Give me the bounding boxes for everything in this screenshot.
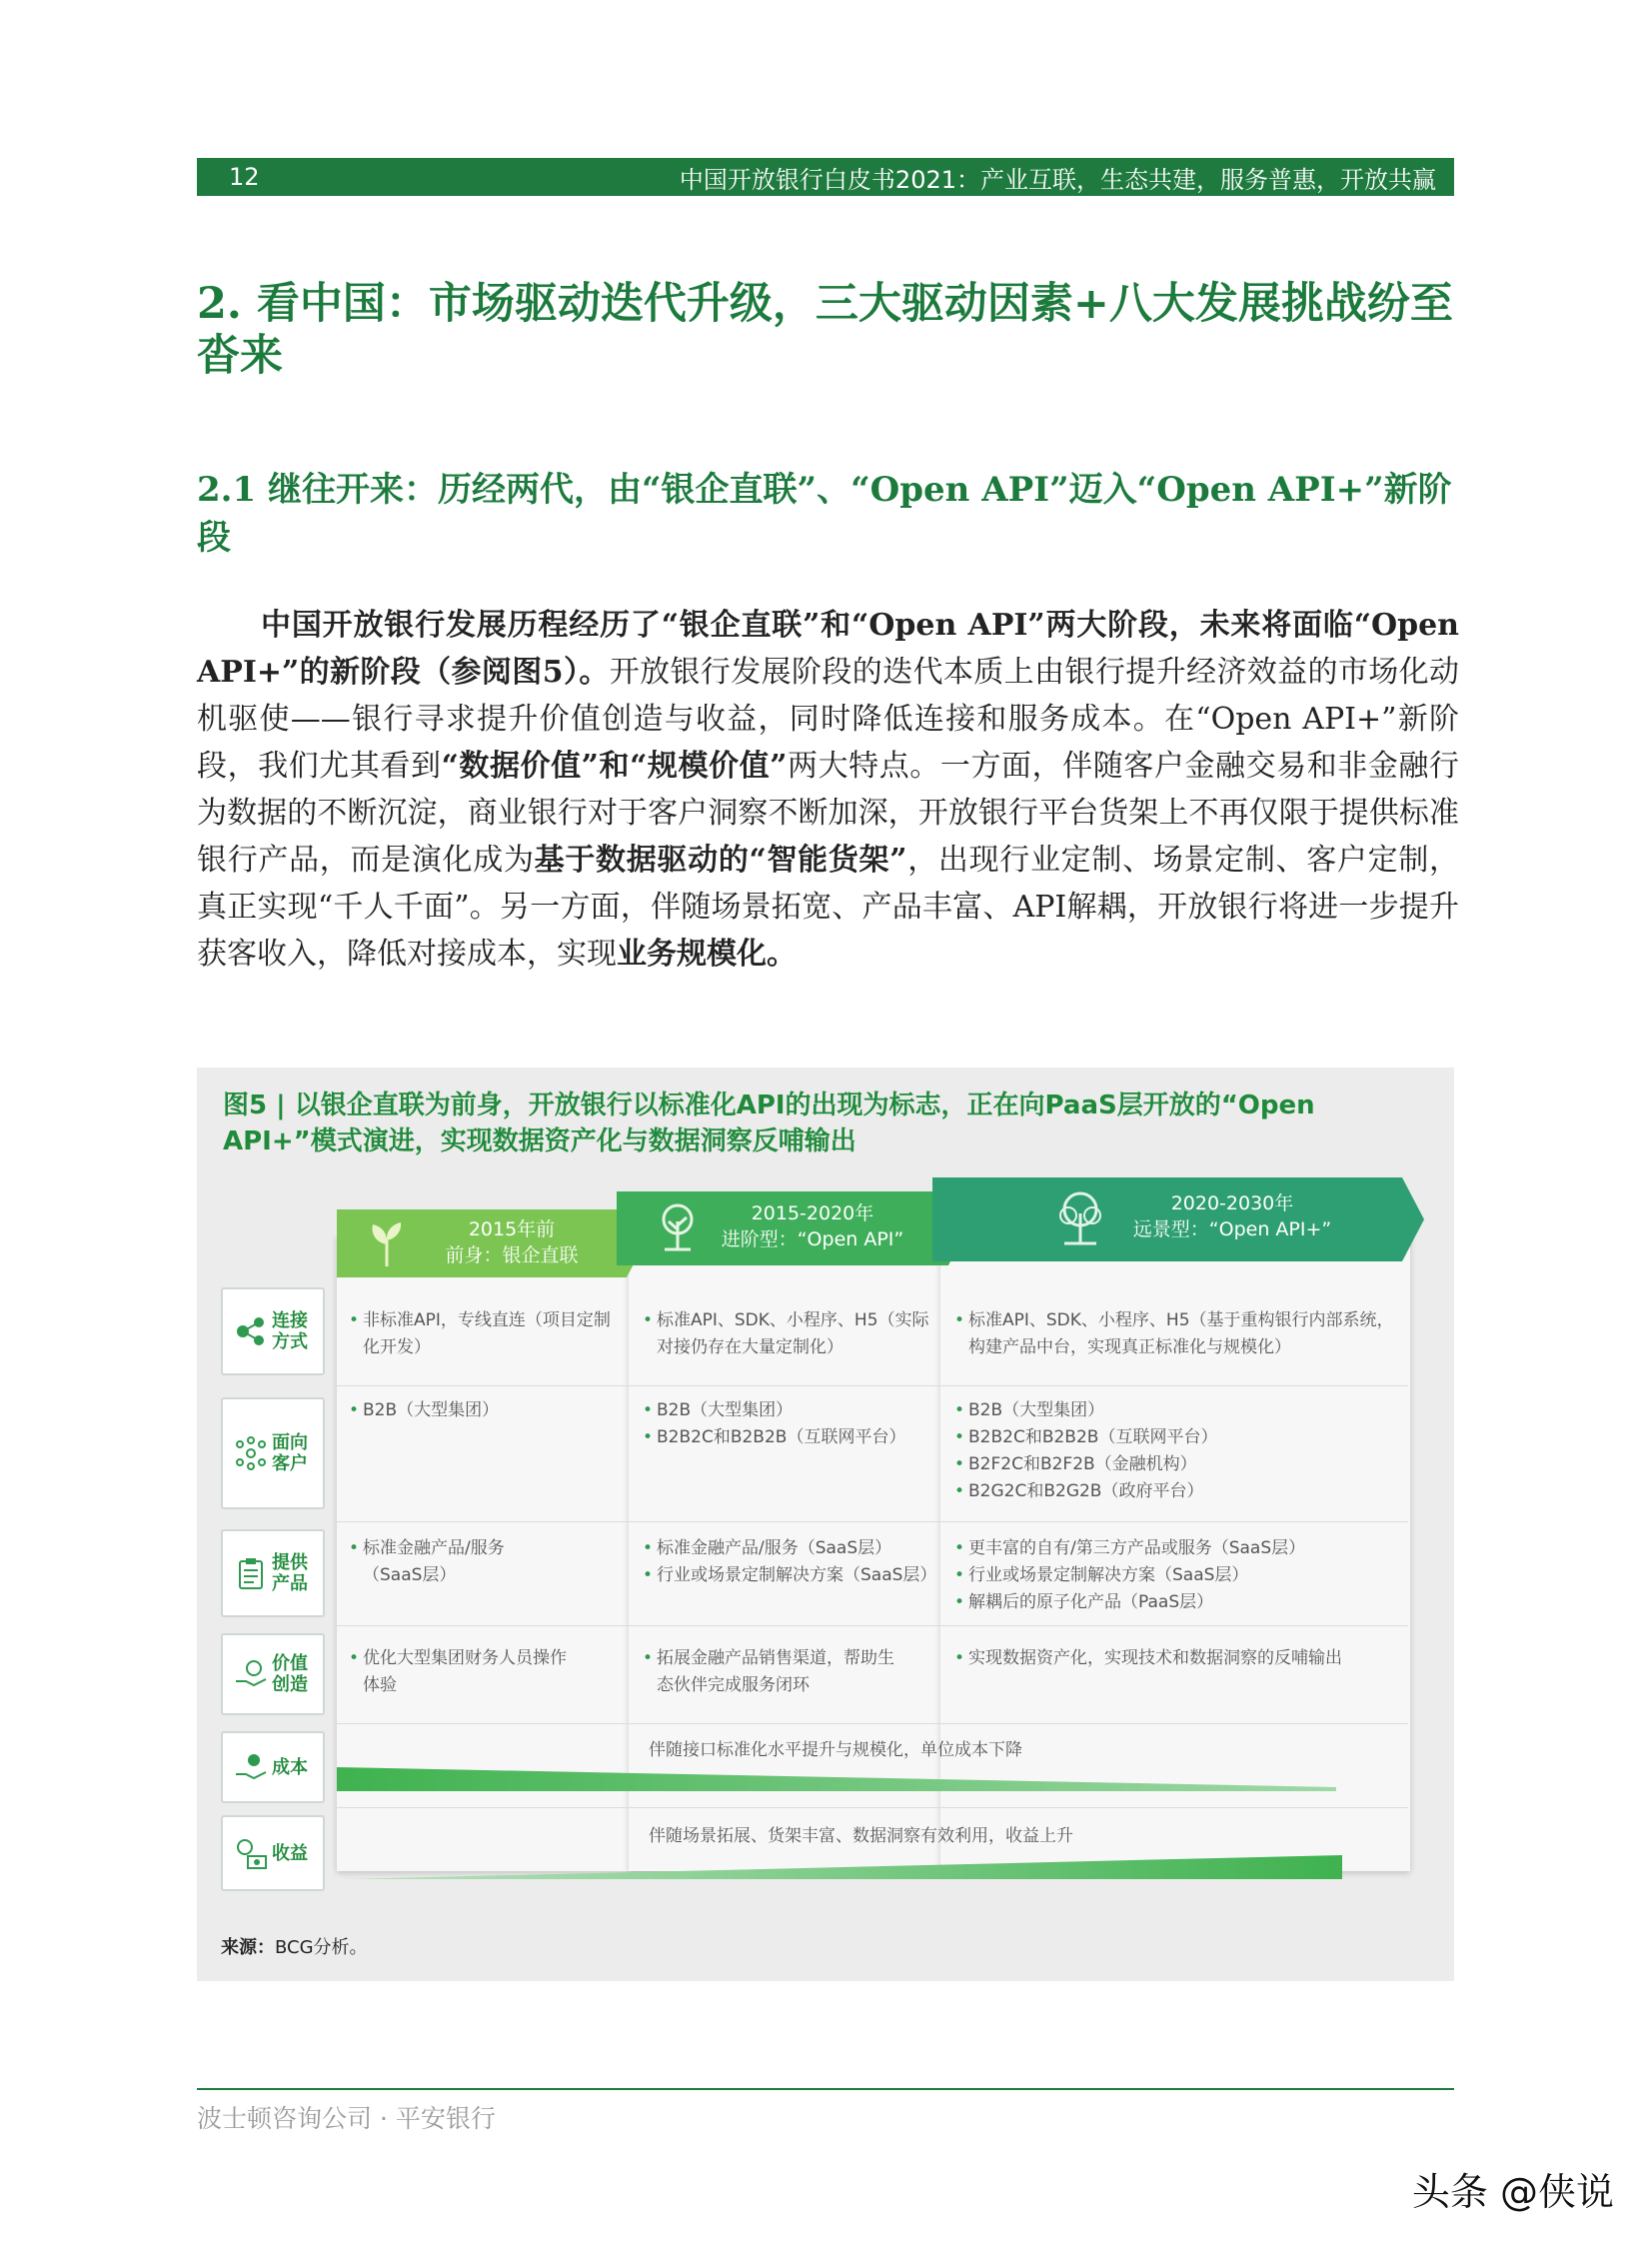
- cell-bullet: • 优化大型集团财务人员操作体验: [349, 1645, 579, 1699]
- connection-icon: [234, 1314, 268, 1348]
- cell-connection-1: [349, 1307, 619, 1361]
- source-label: 来源：: [221, 1937, 275, 1958]
- big-tree-icon: [1052, 1189, 1108, 1245]
- row-label-customers: [221, 1397, 325, 1509]
- cell-bullet: • B2B2C和B2B2B（互联网平台）: [643, 1424, 938, 1451]
- section-title: 2. 看中国：市场驱动迭代升级，三大驱动因素+八大发展挑战纷至沓来: [197, 279, 1453, 381]
- para-bold-3: 基于数据驱动的“智能货架”: [534, 843, 907, 878]
- cell-value-1: [349, 1645, 579, 1699]
- row-label-text: 收益: [272, 1842, 308, 1864]
- column-year-3: 2020-2030年: [1170, 1192, 1294, 1214]
- column-year-1: 2015年前: [468, 1218, 556, 1240]
- cost-icon: [234, 1750, 268, 1784]
- revenue-icon: [234, 1836, 268, 1870]
- footer-rule: [197, 2088, 1454, 2090]
- cell-products-2: [643, 1535, 938, 1589]
- cell-bullet: • B2B2C和B2B2B（互联网平台）: [954, 1424, 1394, 1451]
- figure-source: [221, 1933, 368, 1959]
- page-header-bar: [197, 158, 1454, 196]
- para-bold-1: 中国开放银行发展历程经历了“银企直联”和“Open API”两大阶段，未来将面临“Open API+”的新阶段（参阅图5）。: [197, 608, 1459, 690]
- row-label-text: 提供产品: [272, 1552, 308, 1594]
- customers-icon: [234, 1436, 268, 1470]
- row-label-text: 价值创造: [272, 1653, 308, 1695]
- row-separator: [337, 1625, 1408, 1626]
- para-text-1: 开放银行发展阶段的迭代本质上由银行提升经济效益的市场化动机驱使——银行寻求提升价值创造与收益，同时降低连接和服务成本。在“Open API+”新阶段，我们尤其看到: [197, 655, 1460, 784]
- running-title: 中国开放银行白皮书2021：产业互联，生态共建，服务普惠，开放共赢: [679, 165, 1436, 194]
- cell-bullet: • 非标准API，专线直连（项目定制化开发）: [349, 1307, 619, 1361]
- row-label-cost: [221, 1731, 325, 1803]
- cell-bullet: • B2B（大型集团）: [349, 1397, 619, 1424]
- cell-connection-2: [643, 1307, 938, 1361]
- source-text: BCG分析。: [275, 1937, 368, 1958]
- row-label-revenue: [221, 1815, 325, 1891]
- para-text-2: 两大特点。一方面，伴随客户金融交易和非金融行为数据的不断沉淀，商业银行对于客户洞察不断加深，开放银行平台货架上不再仅限于提供标准银行产品，而是演化成为: [197, 749, 1460, 878]
- cell-bullet: • 行业或场景定制解决方案（SaaS层）: [643, 1562, 938, 1589]
- cost-trend-wedge: [337, 1765, 1336, 1805]
- row-separator: [337, 1521, 1408, 1522]
- cell-bullet: • B2F2C和B2F2B（金融机构）: [954, 1451, 1394, 1478]
- column-header-3: [932, 1177, 1402, 1261]
- cell-customers-2: [643, 1397, 938, 1451]
- figure-5: [197, 1068, 1454, 1981]
- column-header-2: [617, 1191, 948, 1265]
- row-label-text: 连接方式: [272, 1310, 308, 1352]
- body-paragraph: [197, 602, 1459, 978]
- column-stage-1: 前身：银企直联: [445, 1244, 579, 1266]
- row-label-products: [221, 1529, 325, 1617]
- cell-value-2: [643, 1645, 902, 1699]
- row-label-value: [221, 1633, 325, 1715]
- sprout-icon: [367, 1218, 407, 1268]
- column-arrow-tip-3: [1402, 1177, 1424, 1261]
- row-separator: [337, 1807, 1408, 1808]
- cell-bullet: • 行业或场景定制解决方案（SaaS层）: [954, 1562, 1394, 1589]
- revenue-trend-wedge: [345, 1851, 1344, 1891]
- column-stage-3: 远景型：“Open API+”: [1132, 1218, 1332, 1240]
- tree-icon: [655, 1201, 701, 1251]
- clipboard-icon: [234, 1556, 268, 1590]
- row-separator: [337, 1385, 1408, 1386]
- page-number: 12: [229, 163, 260, 191]
- para-bold-2: “数据价值”和“规模价值”: [441, 749, 788, 784]
- cell-connection-3: [954, 1307, 1394, 1361]
- footer-text: 波士顿咨询公司 · 平安银行: [197, 2104, 496, 2133]
- column-header-1: [337, 1209, 627, 1277]
- cell-bullet: • B2B（大型集团）: [954, 1397, 1394, 1424]
- cell-bullet: • B2G2C和B2G2B（政府平台）: [954, 1478, 1394, 1505]
- cell-bullet: • 拓展金融产品销售渠道，帮助生态伙伴完成服务闭环: [643, 1645, 902, 1699]
- cell-bullet: • 标准金融产品/服务（SaaS层）: [349, 1535, 549, 1589]
- cell-value-3: [954, 1645, 1374, 1672]
- cell-bullet: • B2B（大型集团）: [643, 1397, 938, 1424]
- row-separator: [337, 1723, 1408, 1724]
- row-label-text: 面向客户: [272, 1432, 308, 1474]
- cell-bullet: • 标准API、SDK、小程序、H5（实际对接仍存在大量定制化）: [643, 1307, 938, 1361]
- row-label-text: 成本: [272, 1756, 308, 1778]
- revenue-text: 伴随场景拓展、货架丰富、数据洞察有效利用，收益上升: [649, 1826, 1073, 1846]
- cell-bullet: • 标准API、SDK、小程序、H5（基于重构银行内部系统，构建产品中台，实现真正标准化与规模化）: [954, 1307, 1394, 1361]
- column-year-2: 2015-2020年: [751, 1202, 874, 1224]
- subsection-title: 2.1 继往开来：历经两代，由“银企直联”、“Open API”迈入“Open API+”新阶段: [197, 470, 1452, 558]
- cell-products-3: [954, 1535, 1394, 1616]
- cost-text: 伴随接口标准化水平提升与规模化，单位成本下降: [649, 1740, 1022, 1760]
- row-label-connection: [221, 1287, 325, 1375]
- para-bold-4: 业务规模化。: [617, 937, 797, 972]
- cell-bullet: • 更丰富的自有/第三方产品或服务（SaaS层）: [954, 1535, 1394, 1562]
- para-text-3: ，出现行业定制、场景定制、客户定制，真正实现“千人千面”。另一方面，伴随场景拓宽、产品丰富、API解耦，开放银行将进一步提升获客收入，降低对接成本，实现: [197, 843, 1460, 972]
- cell-customers-3: [954, 1397, 1394, 1505]
- cell-customers-1: [349, 1397, 619, 1424]
- cell-bullet: • 标准金融产品/服务（SaaS层）: [643, 1535, 938, 1562]
- value-hand-icon: [234, 1657, 268, 1691]
- cell-bullet: • 解耦后的原子化产品（PaaS层）: [954, 1589, 1394, 1616]
- column-stage-2: 进阶型：“Open API”: [721, 1228, 904, 1250]
- watermark: 头条 @侠说: [1411, 2170, 1614, 2214]
- figure-caption: 图5 | 以银企直联为前身，开放银行以标准化API的出现为标志，正在向PaaS层开放的“Open API+”模式演进，实现数据资产化与数据洞察反哺输出: [223, 1091, 1315, 1156]
- cell-products-1: [349, 1535, 549, 1589]
- cell-bullet: • 实现数据资产化，实现技术和数据洞察的反哺输出: [954, 1645, 1374, 1672]
